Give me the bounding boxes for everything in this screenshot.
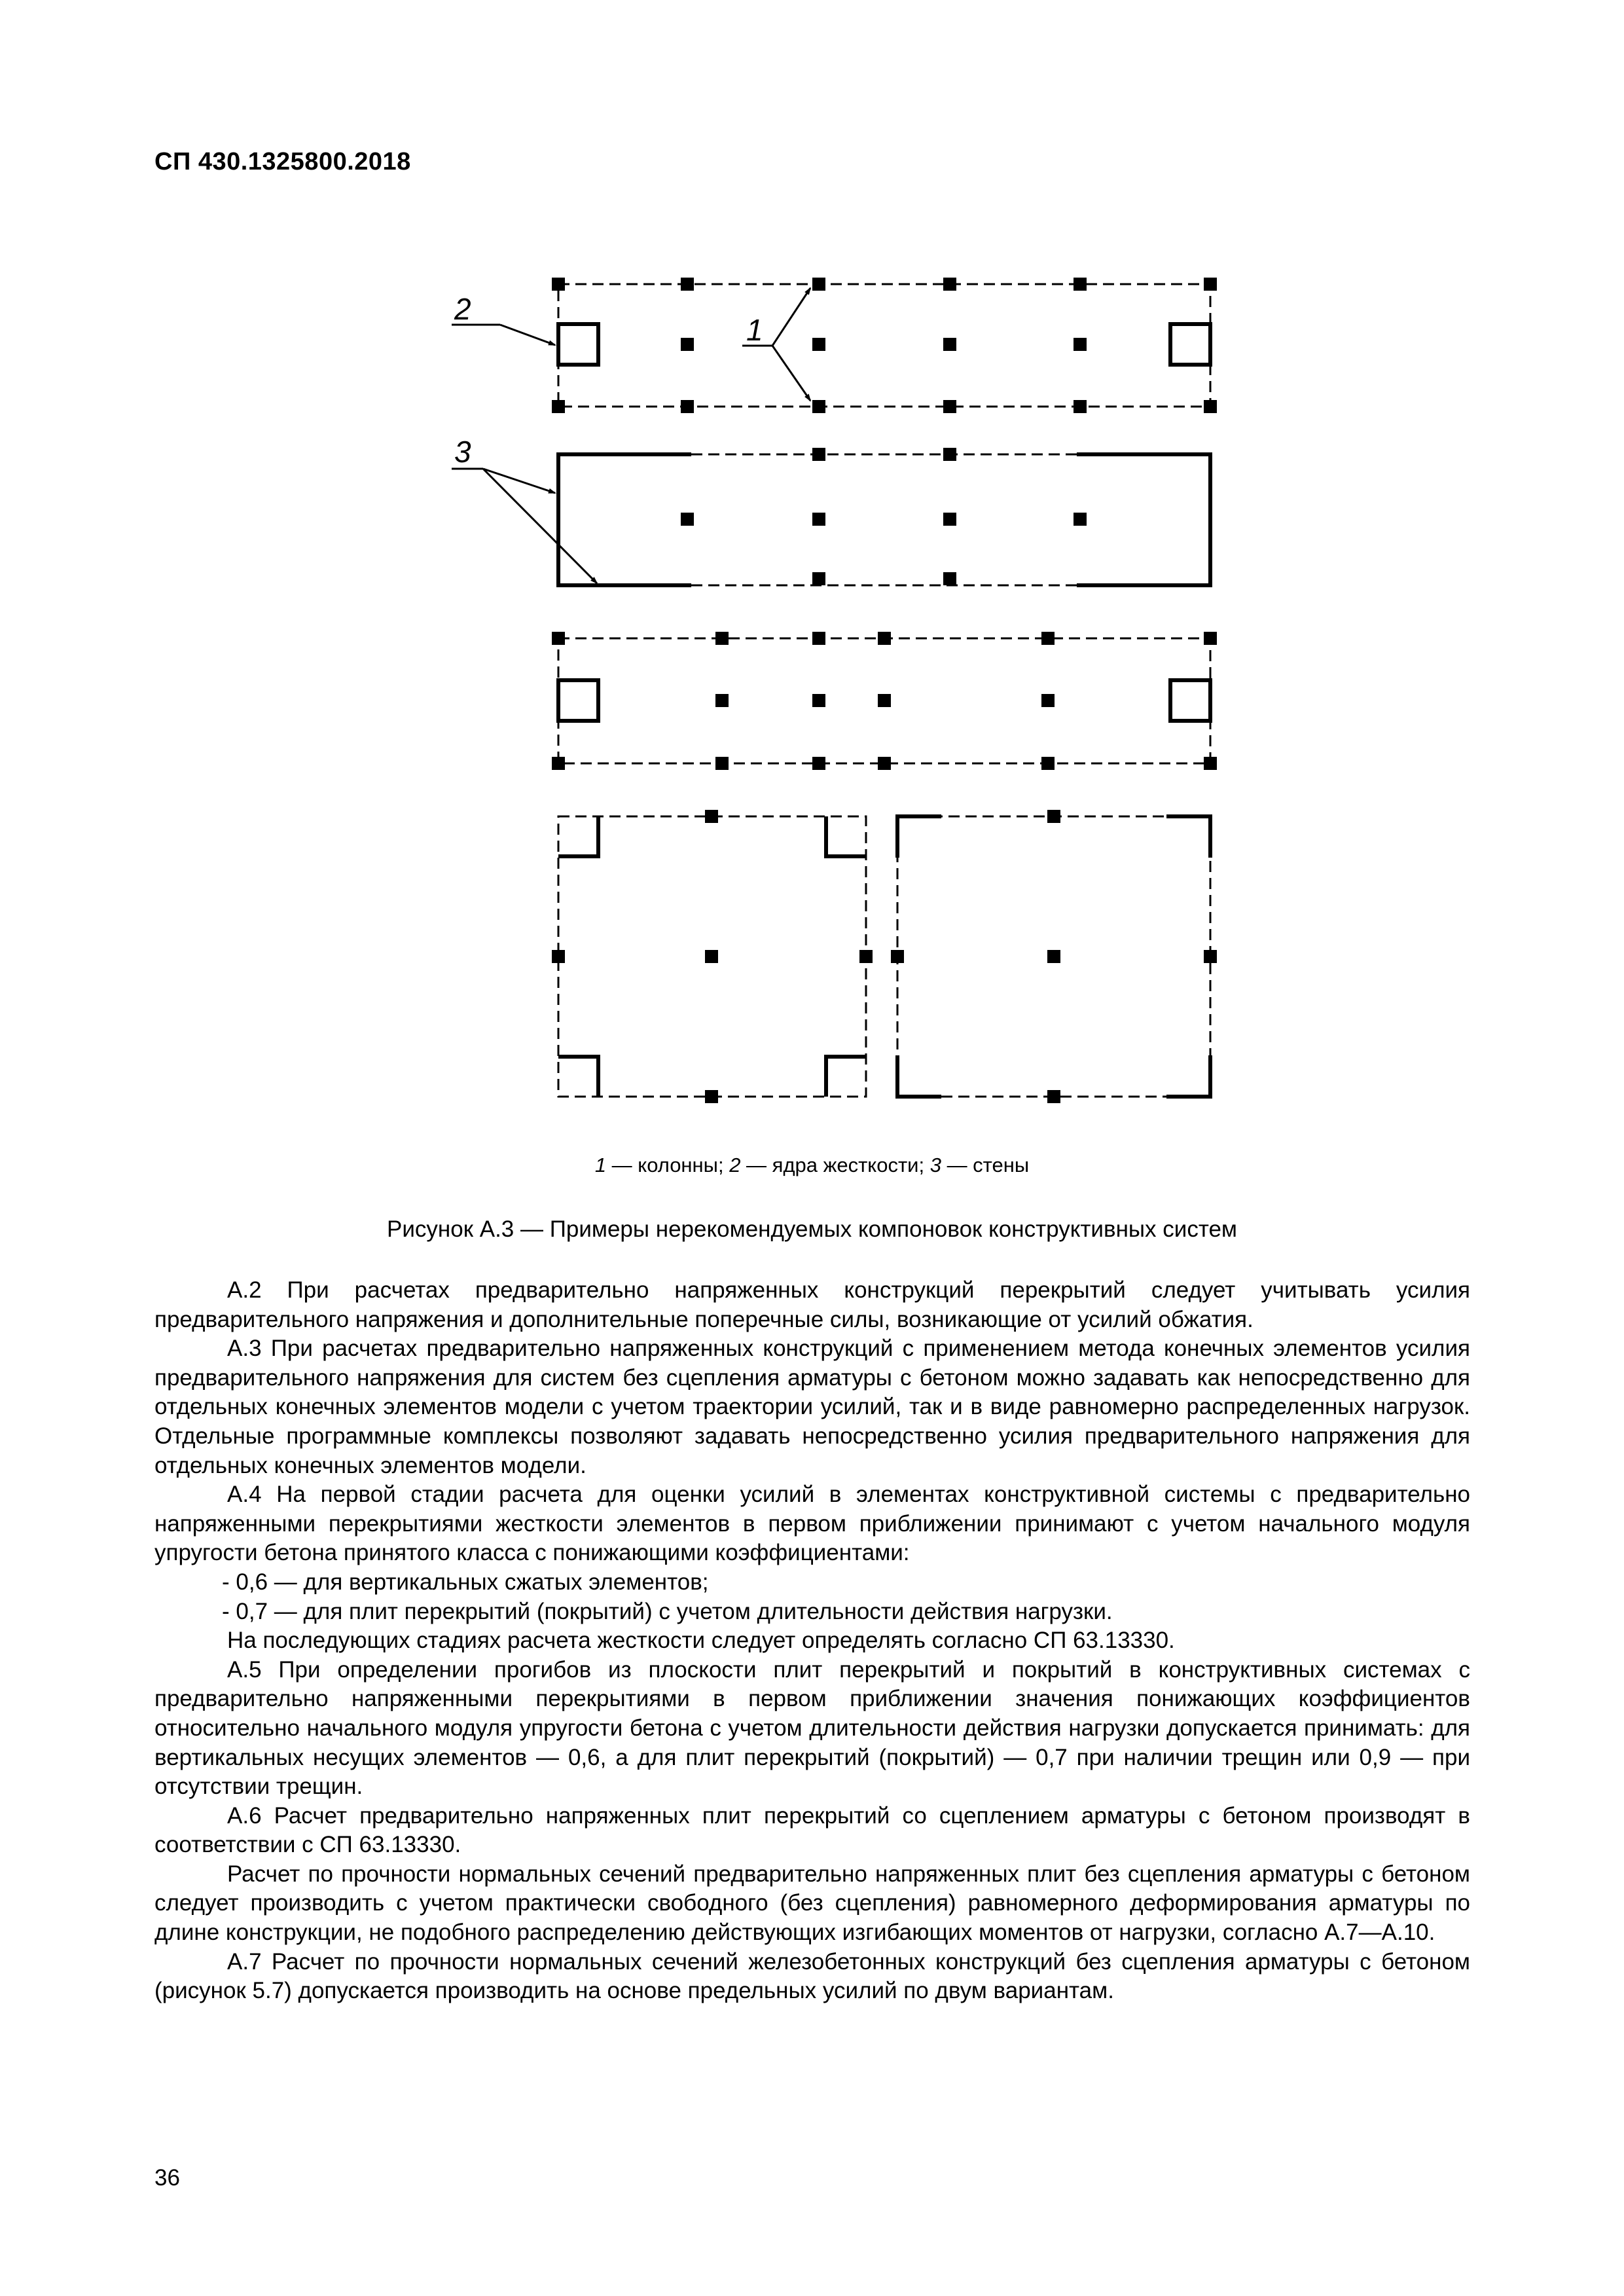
leader-label-1 xyxy=(742,288,810,401)
diagram-5-square-corner-walls xyxy=(891,810,1217,1103)
page-number: 36 xyxy=(154,2165,180,2191)
stiffness-core xyxy=(1170,680,1210,721)
stiffness-core xyxy=(1170,324,1210,365)
columns xyxy=(681,448,1087,585)
label-2: 2 xyxy=(454,292,471,326)
list-item: - 0,6 — для вертикальных сжатых элементов; xyxy=(222,1569,709,1595)
wall xyxy=(1077,454,1210,585)
body-text xyxy=(154,1276,1470,2006)
paragraph-a3: А.3 При расчетах предварительно напряженных конструкций с применением метода конечных элементов усилия предварительного напряжения для систем без сцепления арматуры с бетоном можно задавать как непосредственно для отдельных конечных элементов модели с учетом траектории усилий, так и в виде равномерно распределенных нагрузок. Отдельные программные комплексы позволяют задавать непосредственно усилия предварительного напряжения для отдельных конечных элементов модели. xyxy=(154,1336,1470,1478)
figure-legend: 1 — колонны; 2 — ядра жесткости; 3 — стены xyxy=(594,1154,1030,1176)
columns xyxy=(891,810,1217,1103)
columns xyxy=(552,632,1217,770)
diagram-2-frame-with-walls xyxy=(452,435,1210,585)
stiffness-core xyxy=(558,324,598,365)
columns xyxy=(552,278,1217,413)
paragraph-a5: А.5 При определении прогибов из плоскости плит перекрытий и покрытий в конструктивных системах с предварительно напряженными перекрытиями в первом приближении значения понижающих коэффициентов относительно начального модуля упругости бетона с учетом длительности действия нагрузки допускается принимать: для вертикальных несущих элементов — 0,6, а для плит перекрытий (покрытий) — 0,7 при наличии трещин или 0,9 — при отсутствии трещин. xyxy=(154,1656,1470,1800)
label-3: 3 xyxy=(454,435,471,469)
paragraph: На последующих стадиях расчета жесткости следует определять согласно СП 63.13330. xyxy=(227,1628,1175,1654)
stiffness-core xyxy=(558,680,598,721)
paragraph-a2: А.2 При расчетах предварительно напряженных конструкций перекрытий следует учитывать усилия предварительного напряжения и дополнительные поперечные силы, возникающие от усилий обжатия. xyxy=(154,1277,1470,1332)
label-1: 1 xyxy=(746,313,763,347)
leader-label-3 xyxy=(452,435,597,583)
diagram-4-square-corner-cores xyxy=(552,810,873,1103)
figure-title: Рисунок А.3 — Примеры нерекомендуемых компоновок конструктивных систем xyxy=(387,1216,1237,1242)
paragraph-a6: А.6 Расчет предварительно напряженных плит перекрытий со сцеплением арматуры с бетоном производят в соответствии с СП 63.13330. xyxy=(154,1802,1470,1858)
list-item: - 0,7 — для плит перекрытий (покрытий) с учетом длительности действия нагрузки. xyxy=(222,1598,1113,1624)
paragraph-a4: А.4 На первой стадии расчета для оценки усилий в элементах конструктивной системы с предварительно напряженными перекрытиями жесткости элементов в первом приближении принимают с учетом начального модуля упругости бетона принятого класса с понижающими коэффициентами: xyxy=(154,1482,1470,1566)
paragraph: Расчет по прочности нормальных сечений предварительно напряженных плит без сцепления арматуры с бетоном следует производить с учетом практически свободного (без сцепления) равномерного деформирования арматуры по длине конструкции, не подобного распределению действующих изгибающих моментов от нагрузки, согласно А.7—А.10. xyxy=(154,1861,1470,1946)
diagram-3-frame-with-cores xyxy=(552,632,1217,770)
paragraph-a7: А.7 Расчет по прочности нормальных сечений железобетонных конструкций без сцепления арматуры с бетоном (рисунок 5.7) допускается производить на основе предельных усилий по двум вариантам. xyxy=(154,1948,1470,2004)
document-code-header: СП 430.1325800.2018 xyxy=(154,148,411,175)
diagram-1-frame-with-cores xyxy=(452,278,1217,413)
leader-label-2 xyxy=(452,292,555,345)
